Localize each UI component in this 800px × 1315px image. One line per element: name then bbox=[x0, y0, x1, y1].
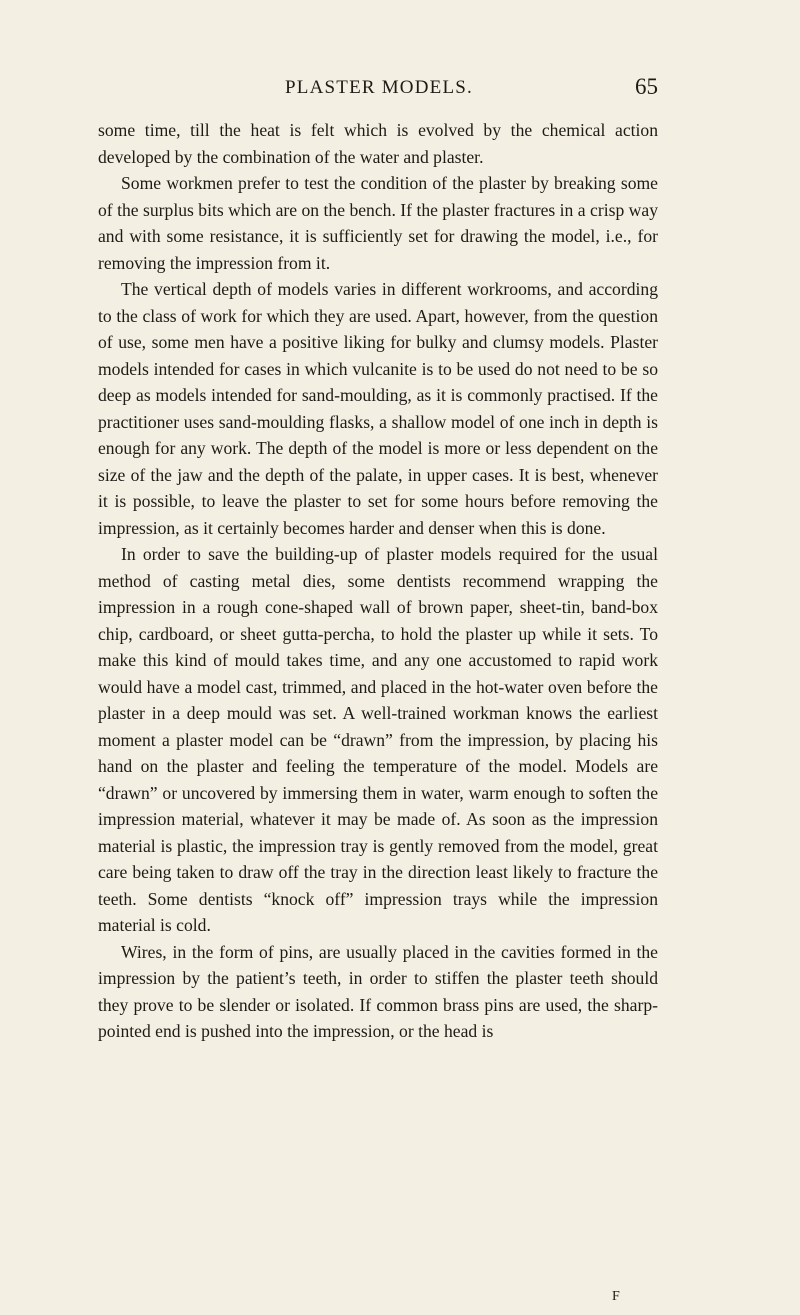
paragraph: In order to save the building-up of plaster models required for the usual method of casting metal dies, some dentists recommend wrapping the impression in a rough cone-shaped wall of brown paper, sheet-tin, band-box chip, cardboard, or sheet gutta-percha, to hold the plaster up while it sets. To make this kind of mould takes time, and any one accustomed to rapid work would have a model cast, trimmed, and placed in the hot-water oven before the plaster in a deep mould was set. A well-trained workman knows the earliest moment a plaster model can be “drawn” from the impression, by placing his hand on the plaster and feeling the temperature of the model. Models are “drawn” or uncovered by immersing them in water, warm enough to soften the impression material, whatever it may be made of. As soon as the impression material is plastic, the impression tray is gently removed from the model, great care being taken to draw off the tray in the direction least likely to fracture the teeth. Some dentists “knock off” impression trays while the impression material is cold. bbox=[98, 544, 658, 935]
body-text bbox=[98, 117, 658, 1045]
paragraph: Some workmen prefer to test the condition of the plaster by breaking some of the surplus bits which are on the bench. If the plaster fractures in a crisp way and with some resistance, it is sufficiently set for drawing the model, i.e., for removing the impression from it. bbox=[98, 173, 658, 273]
page-number: 65 bbox=[635, 74, 658, 99]
running-head bbox=[100, 74, 658, 104]
paragraph-continued: some time, till the heat is felt which is evolved by the chemical action developed by the combination of the water and plaster. bbox=[98, 120, 658, 167]
paragraph: The vertical depth of models varies in different workrooms, and according to the class of work for which they are used. Apart, however, from the question of use, some men have a positive liking for bulky and clumsy models. Plaster models intended for cases in which vulcanite is to be used do not need to be so deep as models intended for sand-moulding, as it is commonly practised. If the practitioner uses sand-moulding flasks, a shallow model of one inch in depth is enough for any work. The depth of the model is more or less dependent on the size of the jaw and the depth of the palate, in upper cases. It is best, whenever it is possible, to leave the plaster to set for some hours before removing the impression, as it certainly becomes harder and denser when this is done. bbox=[98, 279, 658, 538]
signature-mark: F bbox=[612, 1289, 620, 1304]
paragraph: Wires, in the form of pins, are usually placed in the cavities formed in the impression by the patient’s teeth, in order to stiffen the plaster teeth should they prove to be slender or isolated. If common brass pins are used, the sharp-pointed end is pushed into the impression, or the head is bbox=[98, 941, 658, 1041]
running-title: PLASTER MODELS. bbox=[285, 77, 473, 98]
